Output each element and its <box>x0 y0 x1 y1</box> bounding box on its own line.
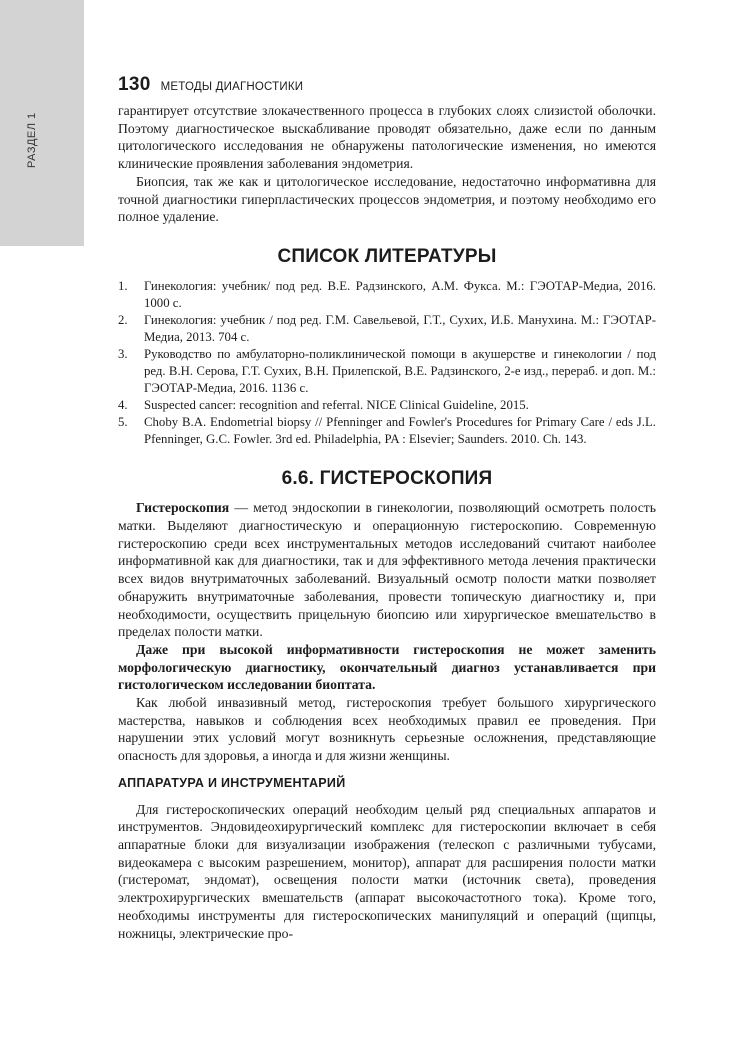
reference-number: 3. <box>118 346 128 361</box>
equipment-paragraph: Для гистероскопических операций необходим целый ряд специальных аппаратов и инструментов. Эндовидеохирургический комплекс для гистероскопии включает в себя аппаратные блоки для визуализации изображения (телескоп с различными тубусами, видеокамера с высоким разрешением, монитор), аппарат для расширения полости матки (гистеромат, эндомат), освещения полости матки (источник света), проведения электрохирургических вмешательств (аппарат высокочастотного тока). Кроме того, необходимы инструменты для гистероскопических манипуляций и операций (щипцы, ножницы, электрические про- <box>118 801 656 941</box>
bold-emphasis-paragraph: Даже при высокой информативности гистероскопия не может заменить морфологическую диагностику, окончательный диагноз устанавливается при гистологическом исследовании биоптата. <box>118 641 656 693</box>
hysteroscopy-definition-paragraph <box>118 499 656 641</box>
definition-text: — метод эндоскопии в гинекологии, позволяющий осмотреть полость матки. Выделяют диагностическую и операционную гистероскопию. Современную гистероскопию среди всех инструментальных методов исследований считают наиболее информативной как для диагностики, так и для эффективного метода лечения практически всех видов внутриматочных заболеваний. Визуальный осмотр полости матки позволяет обнаружить внутриматочные заболевания, провести топическую диагностику и, при необходимости, осуществить прицельную биопсию или хирургическое вмешательство в пределах полости матки. <box>118 500 656 640</box>
intro-paragraph-biopsy: Биопсия, так же как и цитологическое исследование, недостаточно информативна для точной диагностики гиперпластических процессов эндометрия, и поэтому необходимо его полное удаление. <box>118 173 656 225</box>
reference-item <box>118 346 656 397</box>
section-heading: 6.6. ГИСТЕРОСКОПИЯ <box>281 467 493 489</box>
reference-item <box>118 312 656 346</box>
reference-number: 2. <box>118 312 128 327</box>
running-title: МЕТОДЫ ДИАГНОСТИКИ <box>160 81 304 93</box>
reference-item <box>118 414 656 448</box>
reference-text: Гинекология: учебник / под ред. Г.М. Савельевой, Г.Т., Сухих, И.Б. Манухина. М.: ГЭОТАР-Медиа, 2013. 704 с. <box>144 312 656 344</box>
reference-text: Гинекология: учебник/ под ред. В.Е. Радзинского, А.М. Фукса. М.: ГЭОТАР-Медиа, 2016. 1000 с. <box>144 278 656 310</box>
section-side-tab <box>0 0 84 246</box>
reference-text: Руководство по амбулаторно-поликлинической помощи в акушерстве и гинекологии / под ред. В.Н. Серова, Г.Т. Сухих, В.Н. Прилепской, В.Е. Радзинского, 2-е изд., перераб. и доп. М.: ГЭОТАР-Медиа, 2016. 1136 с. <box>144 346 656 395</box>
references-list <box>118 278 656 448</box>
running-header <box>118 74 303 96</box>
references-heading: СПИСОК ЛИТЕРАТУРЫ <box>277 245 497 267</box>
reference-number: 1. <box>118 278 128 293</box>
reference-item <box>118 397 656 414</box>
intro-paragraph-continued: гарантирует отсутствие злокачественного процесса в глубоких слоях слизистой оболочки. Поэтому диагностическое выскабливание проводят обязательно, даже если по данным цитологического исследования не обнаружены патологические изменения, но имеются клинические проявления заболевания эндометрия. <box>118 103 656 172</box>
reference-item <box>118 278 656 312</box>
section-side-tab-label: РАЗДЕЛ 1 <box>26 112 38 168</box>
reference-text: Suspected cancer: recognition and referral. NICE Clinical Guideline, 2015. <box>144 397 529 412</box>
invasive-method-paragraph: Как любой инвазивный метод, гистероскопия требует большого хирургического мастерства, навыков и соблюдения всех необходимых правил ее проведения. При нарушении этих условий могут возникнуть серьезные осложнения, представляющие опасность для здоровья, а иногда и для жизни женщины. <box>118 695 656 764</box>
reference-text: Choby B.A. Endometrial biopsy // Pfenninger and Fowler's Procedures for Primary Care / eds J.L. Pfenninger, G.C. Fowler. 3rd ed. Philadelphia, PA : Elsevier; Saunders. 2010. Ch. 143. <box>144 414 656 446</box>
term-hysteroscopy: Гистероскопия <box>136 500 230 516</box>
page-body <box>118 102 656 942</box>
page-number: 130 <box>118 74 151 95</box>
reference-number: 4. <box>118 397 128 412</box>
reference-number: 5. <box>118 414 128 429</box>
subsection-heading: АППАРАТУРА И ИНСТРУМЕНТАРИЙ <box>118 775 346 790</box>
